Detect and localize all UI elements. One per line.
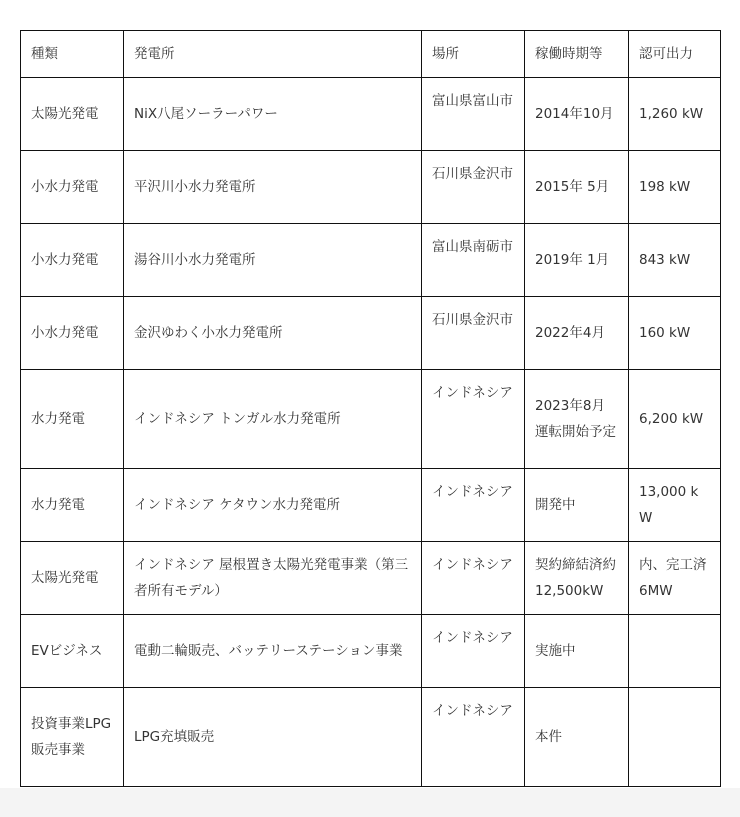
cell-type: 水力発電 — [21, 469, 124, 542]
table-row — [21, 469, 721, 542]
cell-timing: 2015年 5月 — [525, 151, 629, 224]
header-timing: 稼働時期等 — [525, 31, 629, 78]
cell-timing: 2022年4月 — [525, 297, 629, 370]
table-row — [21, 542, 721, 615]
table-row — [21, 370, 721, 469]
cell-plant: 電動二輪販売、バッテリーステーション事業 — [124, 615, 422, 688]
cell-location: インドネシア — [422, 542, 525, 615]
cell-output: 13,000 kW — [629, 469, 721, 542]
cell-location: 富山県富山市 — [422, 78, 525, 151]
cell-type: EVビジネス — [21, 615, 124, 688]
table-row — [21, 615, 721, 688]
cell-type: 水力発電 — [21, 370, 124, 469]
cell-location: インドネシア — [422, 469, 525, 542]
cell-output: 1,260 kW — [629, 78, 721, 151]
cell-output — [629, 615, 721, 688]
cell-type: 太陽光発電 — [21, 78, 124, 151]
cell-timing: 実施中 — [525, 615, 629, 688]
cell-type: 小水力発電 — [21, 297, 124, 370]
cell-location: 富山県南砺市 — [422, 224, 525, 297]
cell-plant: インドネシア トンガル水力発電所 — [124, 370, 422, 469]
cell-location: インドネシア — [422, 615, 525, 688]
cell-plant: 金沢ゆわく小水力発電所 — [124, 297, 422, 370]
table-row — [21, 224, 721, 297]
cell-plant: NiX八尾ソーラーパワー — [124, 78, 422, 151]
header-location: 場所 — [422, 31, 525, 78]
table-header-row — [21, 31, 721, 78]
cell-timing: 契約締結済約12,500kW — [525, 542, 629, 615]
header-output: 認可出力 — [629, 31, 721, 78]
cell-output: 6,200 kW — [629, 370, 721, 469]
cell-plant: インドネシア ケタウン水力発電所 — [124, 469, 422, 542]
cell-plant: インドネシア 屋根置き太陽光発電事業（第三者所有モデル） — [124, 542, 422, 615]
cell-location: 石川県金沢市 — [422, 151, 525, 224]
table-row — [21, 688, 721, 787]
header-type: 種類 — [21, 31, 124, 78]
cell-output — [629, 688, 721, 787]
cell-plant: LPG充填販売 — [124, 688, 422, 787]
cell-timing: 2014年10月 — [525, 78, 629, 151]
cell-type: 小水力発電 — [21, 224, 124, 297]
header-plant: 発電所 — [124, 31, 422, 78]
cell-timing: 本件 — [525, 688, 629, 787]
table-row — [21, 297, 721, 370]
cell-type: 投資事業LPG販売事業 — [21, 688, 124, 787]
cell-timing: 2019年 1月 — [525, 224, 629, 297]
cell-output: 内、完工済6MW — [629, 542, 721, 615]
cell-timing: 開発中 — [525, 469, 629, 542]
cell-plant: 湯谷川小水力発電所 — [124, 224, 422, 297]
cell-timing: 2023年8月運転開始予定 — [525, 370, 629, 469]
power-plant-table — [20, 30, 721, 787]
cell-plant: 平沢川小水力発電所 — [124, 151, 422, 224]
table-row — [21, 151, 721, 224]
cell-location: 石川県金沢市 — [422, 297, 525, 370]
cell-output: 198 kW — [629, 151, 721, 224]
table-row — [21, 78, 721, 151]
cell-type: 太陽光発電 — [21, 542, 124, 615]
cell-location: インドネシア — [422, 688, 525, 787]
cell-output: 160 kW — [629, 297, 721, 370]
cell-type: 小水力発電 — [21, 151, 124, 224]
cell-location: インドネシア — [422, 370, 525, 469]
cell-output: 843 kW — [629, 224, 721, 297]
